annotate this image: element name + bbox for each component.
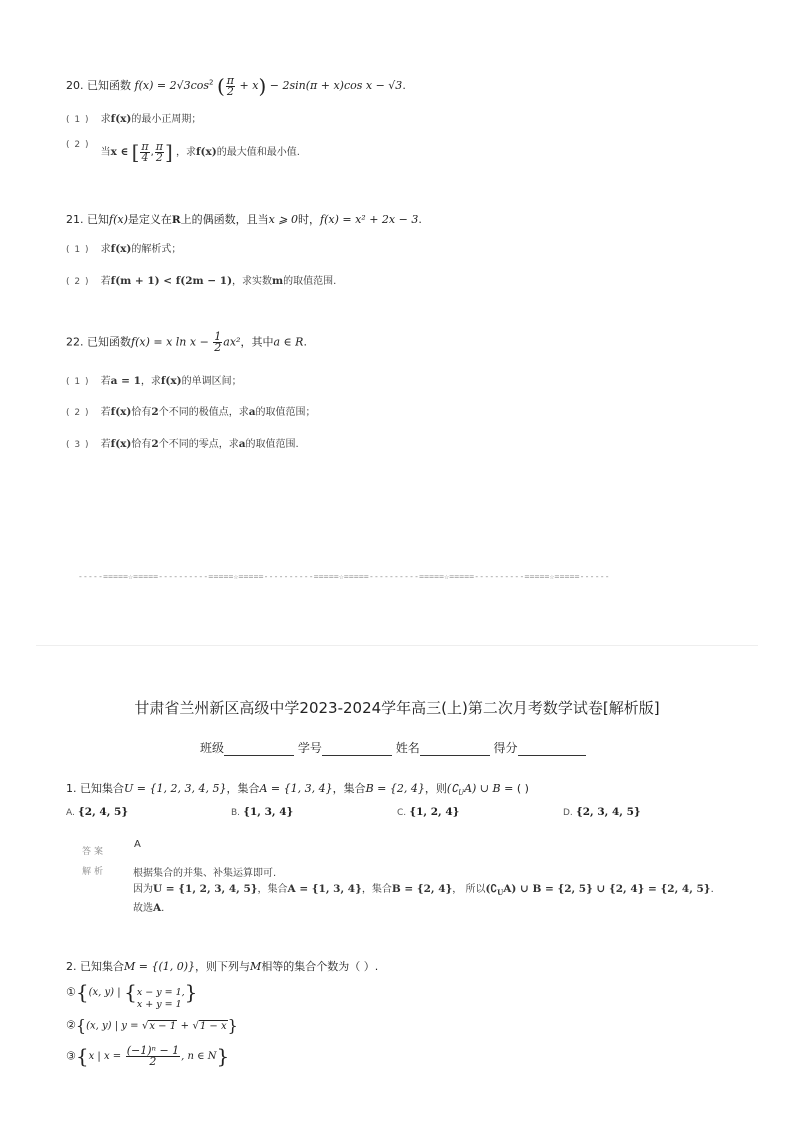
q20-p2-text-b: ，求 xyxy=(176,147,197,158)
q22-p1-num: ( 1 ) xyxy=(66,377,90,387)
q21-stem-d: 时， xyxy=(298,213,321,226)
q21-dot: . xyxy=(418,213,422,226)
q1-stem-a: 1. 已知集合 xyxy=(66,782,124,795)
analysis-2f: A) ∪ B = {2, 5} ∪ {2, 4} = {2, 4, 5} xyxy=(503,883,711,895)
answer-label: 答案 xyxy=(82,847,107,857)
q22-frac xyxy=(213,332,222,353)
q20-expr-a: f(x) = 2√3cos xyxy=(134,79,210,92)
q22-part1 xyxy=(66,372,242,387)
q2-c1-eq2: x + y = 1 xyxy=(136,999,182,1010)
q2-c2-plus: + xyxy=(180,1020,189,1032)
q22-cond: a ∈ R xyxy=(273,335,304,349)
q21-p2-ineq: f(m + 1) < f(2m − 1) xyxy=(110,275,233,287)
q1-option-d[interactable] xyxy=(563,806,641,818)
q1-paren: ( ) xyxy=(516,782,529,795)
q1-option-c[interactable] xyxy=(397,806,459,818)
q2-c3-a: x | x = xyxy=(88,1051,122,1062)
q2-c2-marker: ② xyxy=(66,1018,76,1032)
q2-stem-a: 2. 已知集合 xyxy=(66,960,124,973)
q22-stem xyxy=(66,332,307,353)
q22-p3-text-b: 恰有 xyxy=(131,439,152,450)
class-blank[interactable] xyxy=(224,743,294,756)
q21-p1-text-a: 求 xyxy=(100,244,111,255)
q21-stem-c: 上的偶函数，且当 xyxy=(180,213,269,226)
q21-expr: f(x) = x² + 2x − 3 xyxy=(320,213,419,226)
q20-p1-text-a: 求 xyxy=(100,114,111,125)
analysis-2U: U = {1, 2, 3, 4, 5} xyxy=(153,883,258,895)
q22-p3-two: 2 xyxy=(151,438,159,450)
q20-p1-fx: f(x) xyxy=(110,113,132,125)
q2-M2: M xyxy=(250,960,262,973)
q21-part1 xyxy=(66,240,181,255)
analysis-2e: (∁ xyxy=(485,883,498,895)
paren-open: ( xyxy=(216,74,225,98)
analysis-line-2 xyxy=(133,880,714,897)
q22-part3 xyxy=(66,435,299,450)
q2-M: M = {(1, 0)} xyxy=(124,960,196,973)
q1-option-a-label: A. xyxy=(66,808,75,818)
q22-p2-two: 2 xyxy=(151,406,159,418)
analysis-2c: ，集合 xyxy=(361,884,392,895)
q22-p3-num: ( 3 ) xyxy=(66,440,90,450)
analysis-3c: . xyxy=(161,903,165,914)
score-label: 得分 xyxy=(493,741,518,755)
analysis-2b: ，集合 xyxy=(257,884,288,895)
q22-stem-b: ，其中 xyxy=(240,335,274,349)
q21-p2-m: m xyxy=(272,275,284,287)
brace-open-3: { xyxy=(75,1044,89,1068)
page-separator: -----=====☆=====----------=====☆=====----------=====☆=====----------=====☆=====----------=====☆=====------ xyxy=(78,572,610,581)
q22-p2-text-b: 恰有 xyxy=(131,407,152,418)
analysis-line-1: 根据集合的并集、补集运算即可. xyxy=(133,868,277,879)
q21-fx: f(x) xyxy=(109,213,128,226)
id-label: 学号 xyxy=(297,741,322,755)
analysis-line-3 xyxy=(133,899,164,914)
q1-answer xyxy=(82,839,141,858)
q22-frac-den: 2 xyxy=(214,341,222,354)
q22-p1-cond: a = 1 xyxy=(110,375,141,387)
brace-close-2: } xyxy=(227,1016,238,1035)
q20-frac-a-num: π xyxy=(141,139,149,153)
q2-c2-r1: x − 1 xyxy=(149,1020,177,1032)
q22-p2-num: ( 2 ) xyxy=(66,408,90,418)
analysis-2g: . xyxy=(710,884,714,895)
q1-stem-d: ，则 xyxy=(424,782,447,795)
analysis-2subU: U xyxy=(497,888,504,897)
q2-c1-eq1: x − y = 1, xyxy=(136,987,185,998)
q1-stem-c: ，集合 xyxy=(332,782,366,795)
q20-part2 xyxy=(66,140,300,164)
q22-expr-a: f(x) = x ln x − xyxy=(131,335,209,349)
q21-stem xyxy=(66,211,422,227)
q22-p2-fx: f(x) xyxy=(110,406,132,418)
q2-c3-frac xyxy=(126,1043,180,1068)
q2-stem xyxy=(66,958,378,974)
q22-frac-num: 1 xyxy=(214,330,222,343)
q1-option-c-label: C. xyxy=(397,808,407,818)
q2-c3-marker: ③ xyxy=(66,1049,76,1063)
student-info xyxy=(200,739,586,756)
q20-frac-b-den: 2 xyxy=(155,150,163,164)
q22-p2-a: a xyxy=(248,406,256,418)
q1-option-d-label: D. xyxy=(563,808,573,818)
q22-p3-text-c: 个不同的零点，求 xyxy=(158,439,239,450)
analysis-3a: 故选 xyxy=(133,903,153,914)
name-blank[interactable] xyxy=(420,743,490,756)
analysis-3b: A xyxy=(153,902,162,914)
q20-dot: . xyxy=(402,79,406,92)
q1-subU: U xyxy=(458,789,465,798)
q20-frac-den: 2 xyxy=(226,84,234,98)
q20-p1-num: ( 1 ) xyxy=(66,115,90,125)
q21-p1-num: ( 1 ) xyxy=(66,245,90,255)
q22-p1-text-c: 的单调区间； xyxy=(181,376,242,387)
analysis-2A: A = {1, 3, 4} xyxy=(287,883,362,895)
q2-c3-num: (−1)ⁿ − 1 xyxy=(126,1043,180,1057)
q20-p2-text-a: 当 xyxy=(100,147,111,158)
q21-p1-text-b: 的解析式； xyxy=(131,244,182,255)
q1-option-b[interactable] xyxy=(231,806,293,818)
page-divider xyxy=(36,645,758,646)
q20-frac-a-den: 4 xyxy=(141,150,149,164)
name-label: 姓名 xyxy=(395,741,420,755)
bracket-close: ] xyxy=(165,140,173,164)
q22-p3-text-a: 若 xyxy=(100,439,111,450)
q20-sup: 2 xyxy=(209,78,214,87)
q2-choice-1 xyxy=(66,980,197,1011)
score-blank[interactable] xyxy=(518,743,586,756)
brace-close-3: } xyxy=(216,1044,230,1068)
q2-choice-3 xyxy=(66,1044,229,1068)
analysis-2d: ， 所以 xyxy=(452,884,486,895)
q20-comma: , xyxy=(150,147,154,158)
q20-frac-num: π xyxy=(226,73,235,87)
q21-p2-num: ( 2 ) xyxy=(66,277,90,287)
class-label: 班级 xyxy=(200,741,225,755)
q20-frac xyxy=(226,73,235,98)
q1-U: U = {1, 2, 3, 4, 5} xyxy=(124,782,227,795)
page-title: 甘肃省兰州新区高级中学2023-2024学年高三(上)第二次月考数学试卷[解析版] xyxy=(134,699,660,717)
q1-option-a-value: {2, 4, 5} xyxy=(78,806,129,818)
q20-frac-b-num: π xyxy=(155,139,164,153)
q2-c1-a: (x, y) | xyxy=(88,987,121,998)
q22-p2-text-a: 若 xyxy=(100,407,111,418)
q22-p3-a: a xyxy=(238,438,246,450)
q2-stem-b: ，则下列与 xyxy=(195,960,251,973)
q21-p2-text-b: ，求实数 xyxy=(232,276,273,287)
q21-stem-a: 21. 已知 xyxy=(66,213,109,226)
analysis-label: 解析 xyxy=(82,867,107,877)
q1-option-a[interactable] xyxy=(66,806,128,818)
brace-system: { xyxy=(124,980,137,1004)
q20-expr-c: − 2sin(π + x)cos x − √3 xyxy=(269,79,403,92)
brace-open: { xyxy=(75,980,89,1004)
q2-c3-den: 2 xyxy=(149,1054,157,1068)
q20-part1 xyxy=(66,110,201,125)
q1-option-b-label: B. xyxy=(231,808,241,818)
q22-expr-b: ax² xyxy=(223,335,241,349)
q22-stem-a: 22. 已知函数 xyxy=(66,335,131,349)
q1-B: B = {2, 4} xyxy=(365,782,425,795)
brace-open-2: { xyxy=(75,1016,87,1035)
q22-p2-text-d: 的取值范围； xyxy=(255,407,316,418)
q1-expr2: A) ∪ B = xyxy=(464,782,514,795)
q20-p2-num: ( 2 ) xyxy=(66,140,90,150)
q21-R: R xyxy=(171,214,181,226)
analysis-2a: 因为 xyxy=(133,884,153,895)
q20-p2-x: x ∈ xyxy=(110,146,129,158)
q22-p1-text-b: ，求 xyxy=(140,376,161,387)
bracket-open: [ xyxy=(131,140,140,164)
q2-c1-system xyxy=(137,987,185,1011)
q20-frac-b xyxy=(155,139,164,164)
q20-p2-text-c: 的最大值和最小值. xyxy=(216,147,300,158)
q2-choice-2: ②{(x, y) | y = √x − 1 + √1 − x} xyxy=(66,1016,238,1035)
q22-p3-text-d: 的取值范围. xyxy=(245,439,299,450)
paren-close: ) xyxy=(258,74,267,98)
brace-close: } xyxy=(184,980,198,1004)
q21-p2-text-c: 的取值范围. xyxy=(283,276,337,287)
q2-c1-marker: ① xyxy=(66,985,76,999)
q20-frac-a xyxy=(140,139,149,164)
answer-value: A xyxy=(134,839,141,850)
q2-stem-c: 相等的集合个数为（ ）. xyxy=(261,960,379,973)
analysis-2B: B = {2, 4} xyxy=(391,883,453,895)
q22-p1-text-a: 若 xyxy=(100,376,111,387)
q2-c2-a: (x, y) | y = xyxy=(86,1020,139,1032)
q21-stem-b: 是定义在 xyxy=(127,213,172,226)
q1-A: A = {1, 3, 4} xyxy=(259,782,333,795)
q2-c2-r2: 1 − x xyxy=(199,1020,227,1032)
q20-expr-b: + x xyxy=(239,79,259,92)
q22-p3-fx: f(x) xyxy=(110,438,132,450)
q1-expr: (∁ xyxy=(446,782,459,795)
q20-stem-prefix: 20. 已知函数 xyxy=(66,79,131,92)
q22-dot: . xyxy=(303,335,307,349)
q21-part2 xyxy=(66,272,336,287)
q2-c3-b: , n ∈ N xyxy=(181,1051,217,1062)
q20-stem xyxy=(66,74,406,98)
q1-option-c-value: {1, 2, 4} xyxy=(409,806,460,818)
q1-option-d-value: {2, 3, 4, 5} xyxy=(575,806,641,818)
q21-p2-text-a: 若 xyxy=(100,276,111,287)
q21-p1-fx: f(x) xyxy=(110,243,132,255)
q22-p1-fx: f(x) xyxy=(160,375,182,387)
q1-option-b-value: {1, 3, 4} xyxy=(243,806,294,818)
q21-cond: x ⩾ 0 xyxy=(268,213,299,226)
q20-p2-fx: f(x) xyxy=(196,146,217,158)
q22-part2 xyxy=(66,403,316,418)
id-blank[interactable] xyxy=(322,743,392,756)
q22-p2-text-c: 个不同的极值点，求 xyxy=(158,407,249,418)
q20-p1-text-b: 的最小正周期； xyxy=(131,114,202,125)
q1-stem-b: ，集合 xyxy=(226,782,260,795)
q1-stem xyxy=(66,780,529,797)
